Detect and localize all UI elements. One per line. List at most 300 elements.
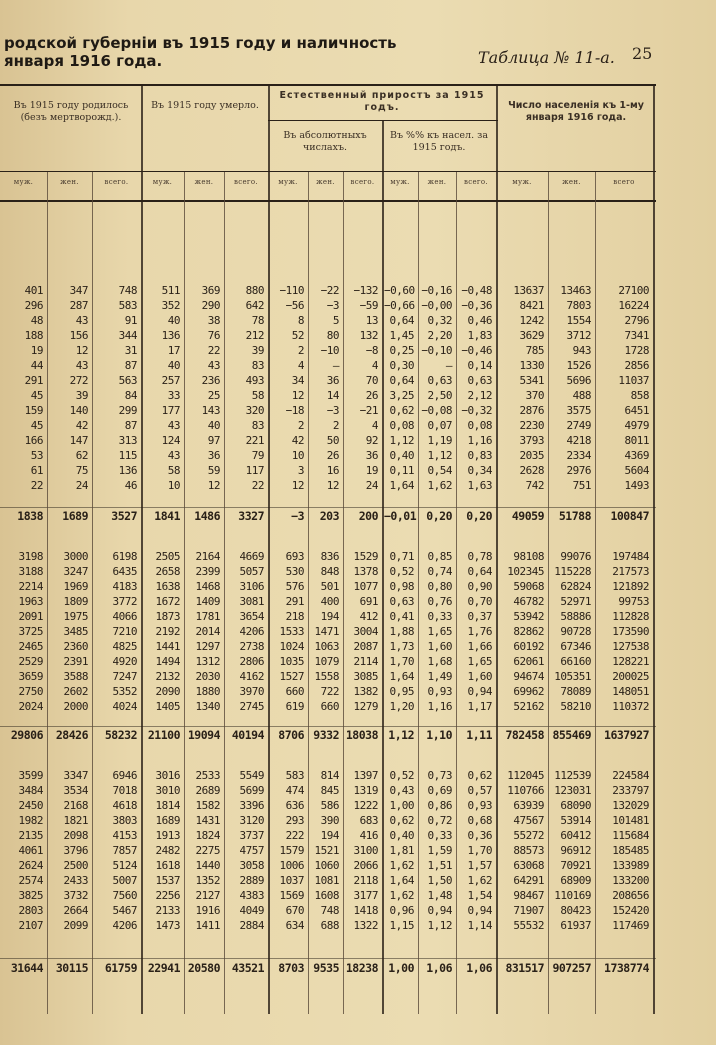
table-cell: 47567 [513, 814, 544, 827]
table-cell: 43521 [231, 961, 264, 975]
table-cell: 12 [75, 344, 88, 357]
table-cell: 78 [251, 314, 264, 327]
table-cell: 660 [285, 685, 304, 698]
table-row [0, 639, 655, 654]
table-cell: 1579 [279, 844, 304, 857]
table-cell: 2118 [353, 874, 378, 887]
table-cell: 212 [245, 329, 264, 342]
table-cell: 110169 [554, 889, 591, 902]
table-cell: 2658 [155, 565, 180, 578]
table-cell: 2450 [18, 799, 43, 812]
table-cell: 836 [320, 550, 339, 563]
table-cell: 18238 [345, 961, 378, 975]
table-cell: 99076 [560, 550, 591, 563]
table-cell: 2664 [63, 904, 88, 917]
table-cell: 112045 [507, 769, 544, 782]
table-cell: 642 [245, 299, 264, 312]
table-cell: 1821 [63, 814, 88, 827]
table-cell: 133989 [612, 859, 649, 872]
table-cell: 1,57 [467, 859, 492, 872]
table-cell: −3 [326, 404, 339, 417]
table-cell: 64291 [513, 874, 544, 887]
page-title [4, 34, 396, 70]
table-cell: 1689 [155, 814, 180, 827]
table-cell: 1975 [63, 610, 88, 623]
table-cell: 2803 [18, 904, 43, 917]
table-cell: 2884 [239, 919, 264, 932]
table-cell: 99753 [618, 595, 649, 608]
table-cell: 2602 [63, 685, 88, 698]
table-cell: 7560 [112, 889, 137, 902]
table-cell: −110 [279, 284, 304, 297]
table-cell: 102345 [507, 565, 544, 578]
table-cell: 1,16 [467, 434, 492, 447]
table-cell: 4369 [624, 449, 649, 462]
table-cell: 1,81 [389, 844, 414, 857]
table-cell: 1035 [279, 655, 304, 668]
table-cell: 1,12 [427, 449, 452, 462]
table-cell: 24 [75, 479, 88, 492]
subheader-label: жен. [60, 178, 79, 186]
table-cell: 132 [359, 329, 378, 342]
table-cell: 2214 [18, 580, 43, 593]
table-cell: −0,46 [461, 344, 492, 357]
table-cell: 1322 [353, 919, 378, 932]
table-cell: 583 [118, 299, 137, 312]
header-growth: Естественный приростъ за 1915 годъ. [279, 90, 485, 113]
table-cell: 20580 [187, 961, 220, 975]
table-cell: 19 [30, 344, 43, 357]
table-cell: 293 [285, 814, 304, 827]
table-cell: 52162 [513, 700, 544, 713]
table-cell: 530 [285, 565, 304, 578]
table-cell: 488 [572, 389, 591, 402]
table-cell: 39 [251, 344, 264, 357]
table-row [0, 403, 655, 418]
table-cell: 1,06 [466, 961, 492, 975]
table-cell: 222 [285, 829, 304, 842]
table-cell: 1,64 [389, 874, 414, 887]
table-cell: 2256 [155, 889, 180, 902]
table-cell: 1728 [624, 344, 649, 357]
table-cell: 2334 [566, 449, 591, 462]
table-cell: 1468 [195, 580, 220, 593]
table-cell: 347 [69, 284, 88, 297]
table-cell: 4162 [239, 670, 264, 683]
table-cell: 2876 [519, 404, 544, 417]
table-cell: 100847 [610, 509, 649, 523]
table-cell: 563 [118, 374, 137, 387]
table-cell: 1814 [155, 799, 180, 812]
table-cell: 0,43 [389, 784, 414, 797]
table-cell: 36 [365, 449, 378, 462]
table-cell: 147 [69, 434, 88, 447]
table-cell: 907257 [552, 961, 591, 975]
table-cell: 26 [326, 449, 339, 462]
table-cell: 62 [75, 449, 88, 462]
table-cell: 46782 [513, 595, 544, 608]
header-bottom-rule [0, 200, 656, 202]
table-cell: 22 [251, 479, 264, 492]
table-cell: 22 [207, 344, 220, 357]
table-cell: 78089 [560, 685, 591, 698]
table-cell: 40194 [231, 728, 264, 742]
table-cell: 313 [118, 434, 137, 447]
table-cell: 152420 [612, 904, 649, 917]
table-cell: 1672 [155, 595, 180, 608]
table-cell: 218 [285, 610, 304, 623]
subheader-label: муж. [390, 178, 410, 186]
table-cell: 80 [326, 329, 339, 342]
table-cell: 501 [320, 580, 339, 593]
table-cell: 31644 [10, 961, 43, 975]
table-row [0, 298, 655, 313]
table-cell: 2024 [18, 700, 43, 713]
table-cell: 43 [167, 449, 180, 462]
table-cell: 197484 [612, 550, 649, 563]
table-cell: 48 [30, 314, 43, 327]
table-cell: — [332, 359, 339, 372]
table-cell: 5352 [112, 685, 137, 698]
table-cell: 5 [332, 314, 339, 327]
table-cell: 1,11 [466, 728, 492, 742]
subheader-label: муж. [278, 178, 298, 186]
table-cell: 0,07 [427, 419, 452, 432]
table-cell: 4920 [112, 655, 137, 668]
table-cell: 3737 [239, 829, 264, 842]
table-cell: 291 [285, 595, 304, 608]
table-cell: 2107 [18, 919, 43, 932]
table-cell: 1637927 [604, 728, 649, 742]
table-cell: 831517 [505, 961, 544, 975]
table-cell: 2976 [566, 464, 591, 477]
table-row [0, 283, 655, 298]
table-cell: 1638 [155, 580, 180, 593]
table-cell: −18 [285, 404, 304, 417]
table-cell: 61937 [560, 919, 591, 932]
table-cell: 7210 [112, 625, 137, 638]
table-cell: 112828 [612, 610, 649, 623]
table-cell: 136 [161, 329, 180, 342]
table-cell: 0,76 [427, 595, 452, 608]
table-cell: 159 [24, 404, 43, 417]
table-cell: 70 [365, 374, 378, 387]
table-cell: 2399 [195, 565, 220, 578]
table-cell: 474 [285, 784, 304, 797]
table-cell: 1533 [279, 625, 304, 638]
table-cell: 320 [245, 404, 264, 417]
table-cell: 0,40 [389, 449, 414, 462]
table-cell: 236 [201, 374, 220, 387]
table-cell: 1431 [195, 814, 220, 827]
table-cell: −132 [353, 284, 378, 297]
subheader-label: жен. [316, 178, 335, 186]
subheader-rule [0, 171, 656, 172]
table-cell: 25 [207, 389, 220, 402]
table-cell: 1411 [195, 919, 220, 932]
table-cell: 115684 [612, 829, 649, 842]
table-cell: 28426 [55, 728, 88, 742]
table-cell: 117469 [612, 919, 649, 932]
table-cell: 3247 [63, 565, 88, 578]
table-cell: 1608 [314, 889, 339, 902]
table-cell: 12 [207, 479, 220, 492]
table-cell: 1618 [155, 859, 180, 872]
table-cell: 748 [118, 284, 137, 297]
table-cell: 0,62 [389, 814, 414, 827]
table-cell: 60412 [560, 829, 591, 842]
table-cell: 0,94 [427, 904, 452, 917]
table-cell: 1,60 [427, 640, 452, 653]
table-cell: 83 [251, 359, 264, 372]
total-row [0, 961, 655, 976]
table-row [0, 328, 655, 343]
table-cell: 6451 [624, 404, 649, 417]
table-row [0, 388, 655, 403]
table-cell: 1330 [519, 359, 544, 372]
table-cell: 5467 [112, 904, 137, 917]
table-row [0, 358, 655, 373]
table-cell: 272 [69, 374, 88, 387]
table-cell: 58210 [560, 700, 591, 713]
table-cell: 8 [297, 314, 304, 327]
table-cell: 136 [118, 464, 137, 477]
table-cell: 4153 [112, 829, 137, 842]
table-cell: 2750 [18, 685, 43, 698]
table-cell: 5124 [112, 859, 137, 872]
table-cell: 75 [75, 464, 88, 477]
table-cell: 1,51 [427, 859, 452, 872]
table-cell: — [445, 359, 452, 372]
table-cell: 3347 [63, 769, 88, 782]
table-cell: 71907 [513, 904, 544, 917]
table-cell: 1,66 [467, 640, 492, 653]
table-cell: 123031 [554, 784, 591, 797]
table-cell: 1969 [63, 580, 88, 593]
table-cell: 185485 [612, 844, 649, 857]
table-cell: 2090 [155, 685, 180, 698]
table-cell: 97 [207, 434, 220, 447]
table-cell: 3081 [239, 595, 264, 608]
table-cell: 1,54 [467, 889, 492, 902]
table-cell: 1569 [279, 889, 304, 902]
table-cell: 3484 [18, 784, 43, 797]
title-line-2: января 1916 года. [4, 52, 163, 70]
table-cell: 1378 [353, 565, 378, 578]
table-cell: 45 [30, 419, 43, 432]
table-cell: 87 [124, 419, 137, 432]
table-cell: 76 [207, 329, 220, 342]
table-cell: 143 [201, 404, 220, 417]
table-cell: 1,49 [427, 670, 452, 683]
subheader-label: всего. [464, 178, 488, 186]
table-cell: 660 [320, 700, 339, 713]
table-cell: 13463 [560, 284, 591, 297]
table-cell: 1440 [195, 859, 220, 872]
table-cell: 2856 [624, 359, 649, 372]
table-cell: 1405 [155, 700, 180, 713]
table-cell: 742 [525, 479, 544, 492]
total-row [0, 509, 655, 524]
table-cell: 19 [365, 464, 378, 477]
table-cell: 16 [326, 464, 339, 477]
table-cell: 0,63 [467, 374, 492, 387]
table-cell: 79 [251, 449, 264, 462]
table-cell: 58 [251, 389, 264, 402]
table-cell: 121892 [612, 580, 649, 593]
table-cell: 0,52 [389, 769, 414, 782]
table-cell: 5341 [519, 374, 544, 387]
table-cell: 1,59 [427, 844, 452, 857]
table-cell: 166 [24, 434, 43, 447]
table-cell: 52971 [560, 595, 591, 608]
subheader-label: жен. [427, 178, 447, 186]
table-cell: 4 [297, 359, 304, 372]
table-cell: 2745 [239, 700, 264, 713]
table-cell: 82862 [513, 625, 544, 638]
table-cell: 0,74 [427, 565, 452, 578]
table-cell: 52 [291, 329, 304, 342]
table-cell: 208656 [612, 889, 649, 902]
table-cell: 177 [161, 404, 180, 417]
table-cell: 27100 [618, 284, 649, 297]
table-cell: 58232 [104, 728, 137, 742]
table-cell: 400 [320, 595, 339, 608]
table-cell: 401 [24, 284, 43, 297]
table-cell: 1529 [353, 550, 378, 563]
table-cell: 1494 [155, 655, 180, 668]
table-cell: 3120 [239, 814, 264, 827]
table-cell: 1,70 [467, 844, 492, 857]
table-cell: 1,06 [426, 961, 452, 975]
table-cell: −3 [291, 509, 304, 523]
table-cell: 1397 [353, 769, 378, 782]
table-cell: 43 [167, 419, 180, 432]
table-cell: 5699 [239, 784, 264, 797]
table-cell: 2,50 [427, 389, 452, 402]
table-cell: 1222 [353, 799, 378, 812]
subheader-label: муж. [152, 178, 173, 186]
table-cell: 1,00 [388, 961, 414, 975]
table-cell: 40 [167, 314, 180, 327]
table-cell: 101481 [612, 814, 649, 827]
table-row [0, 873, 655, 888]
table-cell: 2738 [239, 640, 264, 653]
table-cell: 7018 [112, 784, 137, 797]
table-row [0, 418, 655, 433]
table-cell: −56 [285, 299, 304, 312]
table-cell: 3970 [239, 685, 264, 698]
table-cell: 4049 [239, 904, 264, 917]
table-cell: 1,88 [389, 625, 414, 638]
table-cell: 576 [285, 580, 304, 593]
table-cell: 0,94 [467, 685, 492, 698]
table-cell: 691 [359, 595, 378, 608]
table-cell: 0,64 [389, 374, 414, 387]
table-cell: 10 [167, 479, 180, 492]
table-cell: 0,90 [467, 580, 492, 593]
table-cell: 88573 [513, 844, 544, 857]
table-cell: 21100 [147, 728, 180, 742]
table-cell: 1037 [279, 874, 304, 887]
table-cell: 3396 [239, 799, 264, 812]
table-cell: 1297 [195, 640, 220, 653]
table-cell: 22 [30, 479, 43, 492]
table-cell: 1537 [155, 874, 180, 887]
table-cell: 0,69 [427, 784, 452, 797]
table-cell: 0,96 [389, 904, 414, 917]
table-row [0, 654, 655, 669]
table-row [0, 783, 655, 798]
table-cell: 140 [69, 404, 88, 417]
table-cell: 2465 [18, 640, 43, 653]
header-born: Въ 1915 году родилось (безъ мертворожд.). [13, 100, 129, 123]
table-cell: 110372 [612, 700, 649, 713]
table-cell: 0,71 [389, 550, 414, 563]
table-cell: 34 [291, 374, 304, 387]
table-cell: 13637 [513, 284, 544, 297]
table-cell: 1527 [279, 670, 304, 683]
table-cell: 224584 [612, 769, 649, 782]
table-cell: 90728 [560, 625, 591, 638]
table-row [0, 549, 655, 564]
table-cell: 91 [124, 314, 137, 327]
table-row [0, 888, 655, 903]
total-rule-3 [0, 958, 656, 959]
table-cell: 0,40 [389, 829, 414, 842]
table-cell: 124 [161, 434, 180, 447]
table-cell: 1,10 [426, 728, 452, 742]
table-cell: 11037 [618, 374, 649, 387]
table-cell: 44 [30, 359, 43, 372]
table-cell: 858 [630, 389, 649, 402]
header-growth-absolute: Въ абсолютныхъ числахъ. [283, 130, 367, 153]
table-cell: 53914 [560, 814, 591, 827]
table-cell: 1558 [314, 670, 339, 683]
table-cell: 1,62 [427, 479, 452, 492]
table-cell: 845 [320, 784, 339, 797]
title-line-1: родской губерніи въ 1915 году и наличность [4, 34, 397, 52]
table-cell: 62061 [513, 655, 544, 668]
table-cell: 51788 [558, 509, 591, 523]
table-row [0, 313, 655, 328]
table-row [0, 624, 655, 639]
table-cell: 2014 [195, 625, 220, 638]
table-cell: 6435 [112, 565, 137, 578]
table-cell: 2035 [519, 449, 544, 462]
table-cell: 369 [201, 284, 220, 297]
table-cell: 814 [320, 769, 339, 782]
table-cell: 1824 [195, 829, 220, 842]
table-cell: 173590 [612, 625, 649, 638]
table-cell: −8 [365, 344, 378, 357]
table-cell: 12 [291, 479, 304, 492]
table-cell: 1382 [353, 685, 378, 698]
table-cell: 1841 [154, 509, 180, 523]
table-cell: 127538 [612, 640, 649, 653]
table-cell: 2433 [63, 874, 88, 887]
table-cell: 1554 [566, 314, 591, 327]
table-cell: 1,50 [427, 874, 452, 887]
table-cell: 2360 [63, 640, 88, 653]
table-cell: 1916 [195, 904, 220, 917]
table-cell: 6198 [112, 550, 137, 563]
table-cell: 1913 [155, 829, 180, 842]
table-cell: 4061 [18, 844, 43, 857]
table-cell: 7341 [624, 329, 649, 342]
table-cell: 50 [326, 434, 339, 447]
header-died: Въ 1915 году умерло. [151, 100, 259, 111]
